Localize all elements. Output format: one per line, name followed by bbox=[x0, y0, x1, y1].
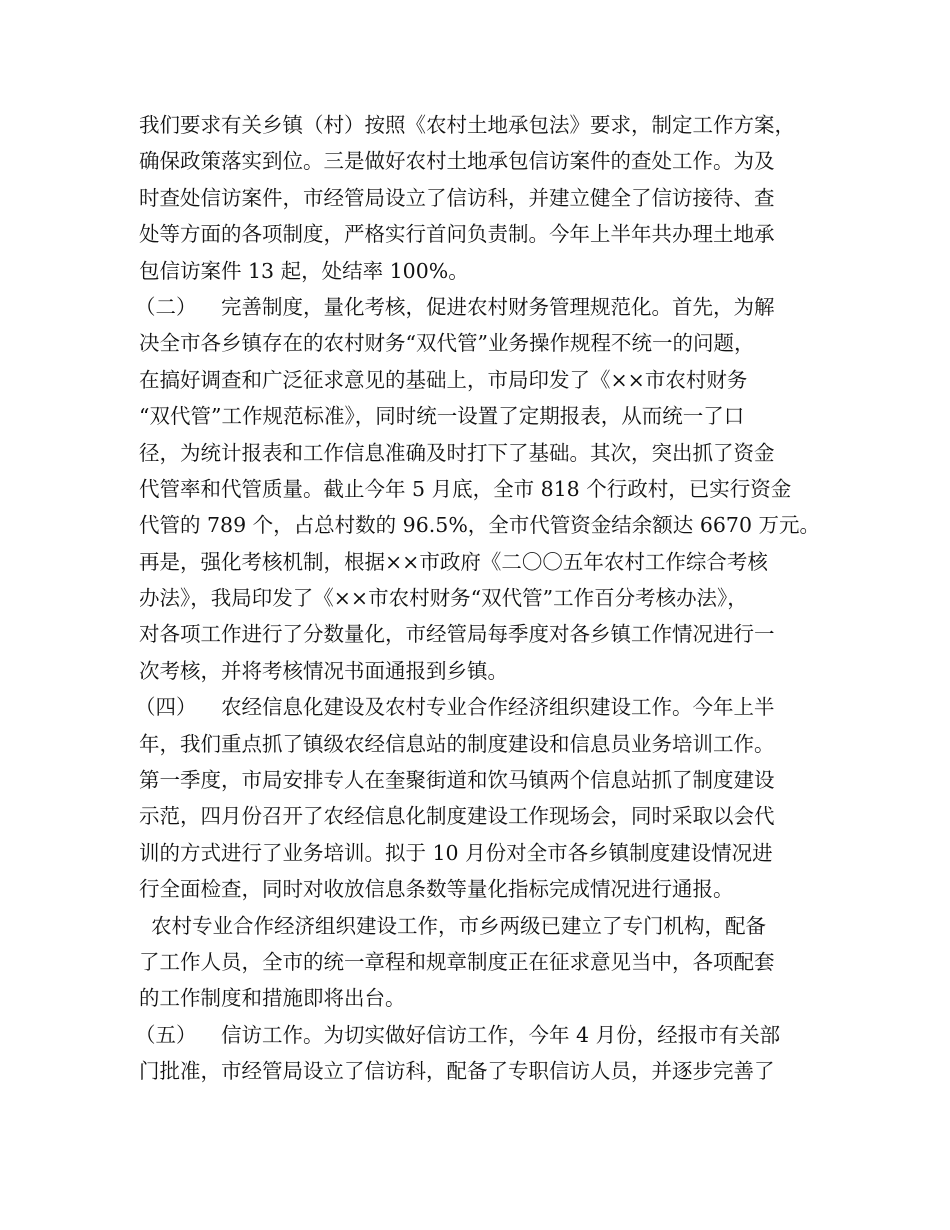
paragraph-line bbox=[139, 544, 819, 580]
paragraph-line bbox=[139, 471, 819, 507]
section-number: （二） bbox=[135, 294, 197, 319]
paragraph-line bbox=[139, 871, 819, 907]
line-text: 训的方式进行了业务培训。拟于 10 月份对全市各乡镇制度建设情况进 bbox=[139, 840, 773, 865]
line-text: 时查处信访案件，市经管局设立了信访科，并建立健全了信访接待、查 bbox=[139, 185, 775, 210]
paragraph-line bbox=[139, 726, 819, 762]
paragraph-line bbox=[139, 435, 819, 471]
paragraph-line bbox=[135, 289, 819, 325]
line-text: 代管的 789 个，占总村数的 96.5%，全市代管资金结余额达 6670 万元。 bbox=[139, 513, 821, 538]
paragraph-line bbox=[135, 689, 819, 725]
section-number: （四） bbox=[135, 695, 197, 720]
line-text: 办法》，我局印发了《××市农村财务“双代管”工作百分考核办法》， bbox=[139, 586, 748, 611]
paragraph-line bbox=[139, 944, 819, 980]
paragraph-line bbox=[139, 980, 819, 1016]
line-text: 农村专业合作经济组织建设工作，市乡两级已建立了专门机构，配备 bbox=[151, 913, 766, 938]
paragraph-line bbox=[139, 180, 819, 216]
line-text: 示范，四月份召开了农经信息化制度建设工作现场会，同时采取以会代 bbox=[139, 804, 775, 829]
line-text: 对各项工作进行了分数量化，市经管局每季度对各乡镇工作情况进行一 bbox=[139, 622, 775, 647]
line-text: 次考核，并将考核情况书面通报到乡镇。 bbox=[139, 658, 508, 683]
paragraph-line bbox=[139, 216, 819, 252]
line-text: 包信访案件 13 起，处结率 100%。 bbox=[139, 258, 469, 283]
paragraph-line bbox=[139, 653, 819, 689]
line-text: 年，我们重点抓了镇级农经信息站的制度建设和信息员业务培训工作。 bbox=[139, 731, 775, 756]
line-text: 再是，强化考核机制，根据××市政府《二〇〇五年农村工作综合考核 bbox=[139, 549, 768, 574]
paragraph-line bbox=[139, 908, 819, 944]
document-body bbox=[135, 107, 821, 1090]
line-text: 第一季度，市局安排专人在奎聚街道和饮马镇两个信息站抓了制度建设 bbox=[139, 768, 775, 793]
paragraph-line bbox=[139, 616, 819, 652]
line-text: 了工作人员，全市的统一章程和规章制度正在征求意见当中，各项配套 bbox=[139, 949, 775, 974]
line-text: 的工作制度和措施即将出台。 bbox=[139, 986, 406, 1011]
line-text: 我们要求有关乡镇（村）按照《农村土地承包法》要求，制定工作方案， bbox=[139, 113, 795, 137]
line-text: 行全面检查，同时对收放信息条数等量化指标完成情况进行通报。 bbox=[139, 877, 734, 902]
section-heading-text: 农经信息化建设及农村专业合作经济组织建设工作。今年上半 bbox=[221, 695, 775, 720]
paragraph-line bbox=[139, 143, 819, 179]
section-heading-text: 完善制度，量化考核，促进农村财务管理规范化。首先，为解 bbox=[221, 294, 775, 319]
line-text: 确保政策落实到位。三是做好农村土地承包信访案件的查处工作。为及 bbox=[139, 149, 775, 174]
line-text: 在搞好调查和广泛征求意见的基础上，市局印发了《××市农村财务 bbox=[139, 367, 748, 392]
paragraph-line bbox=[135, 1017, 819, 1053]
paragraph-line bbox=[139, 507, 819, 543]
paragraph-line bbox=[139, 362, 819, 398]
paragraph-line bbox=[139, 798, 819, 834]
paragraph-line bbox=[139, 398, 819, 434]
paragraph-line bbox=[139, 107, 819, 143]
line-text: 代管率和代管质量。截止今年 5 月底，全市 818 个行政村，已实行资金 bbox=[139, 476, 792, 501]
line-text: 决全市各乡镇存在的农村财务“双代管”业务操作规程不统一的问题， bbox=[139, 331, 755, 356]
line-text: 径，为统计报表和工作信息准确及时打下了基础。其次，突出抓了资金 bbox=[139, 440, 775, 465]
paragraph-line bbox=[139, 762, 819, 798]
line-text: “双代管”工作规范标准》，同时统一设置了定期报表，从而统一了口 bbox=[139, 404, 745, 429]
section-number: （五） bbox=[135, 1022, 197, 1047]
section-heading-text: 信访工作。为切实做好信访工作，今年 4 月份，经报市有关部 bbox=[221, 1022, 781, 1047]
paragraph-line bbox=[139, 580, 819, 616]
line-text: 门批准，市经管局设立了信访科，配备了专职信访人员，并逐步完善了 bbox=[139, 1059, 775, 1084]
paragraph-line bbox=[139, 253, 819, 289]
line-text: 处等方面的各项制度，严格实行首问负责制。今年上半年共办理土地承 bbox=[139, 222, 775, 247]
paragraph-line bbox=[139, 835, 819, 871]
paragraph-line bbox=[139, 1053, 819, 1089]
paragraph-line bbox=[139, 325, 819, 361]
